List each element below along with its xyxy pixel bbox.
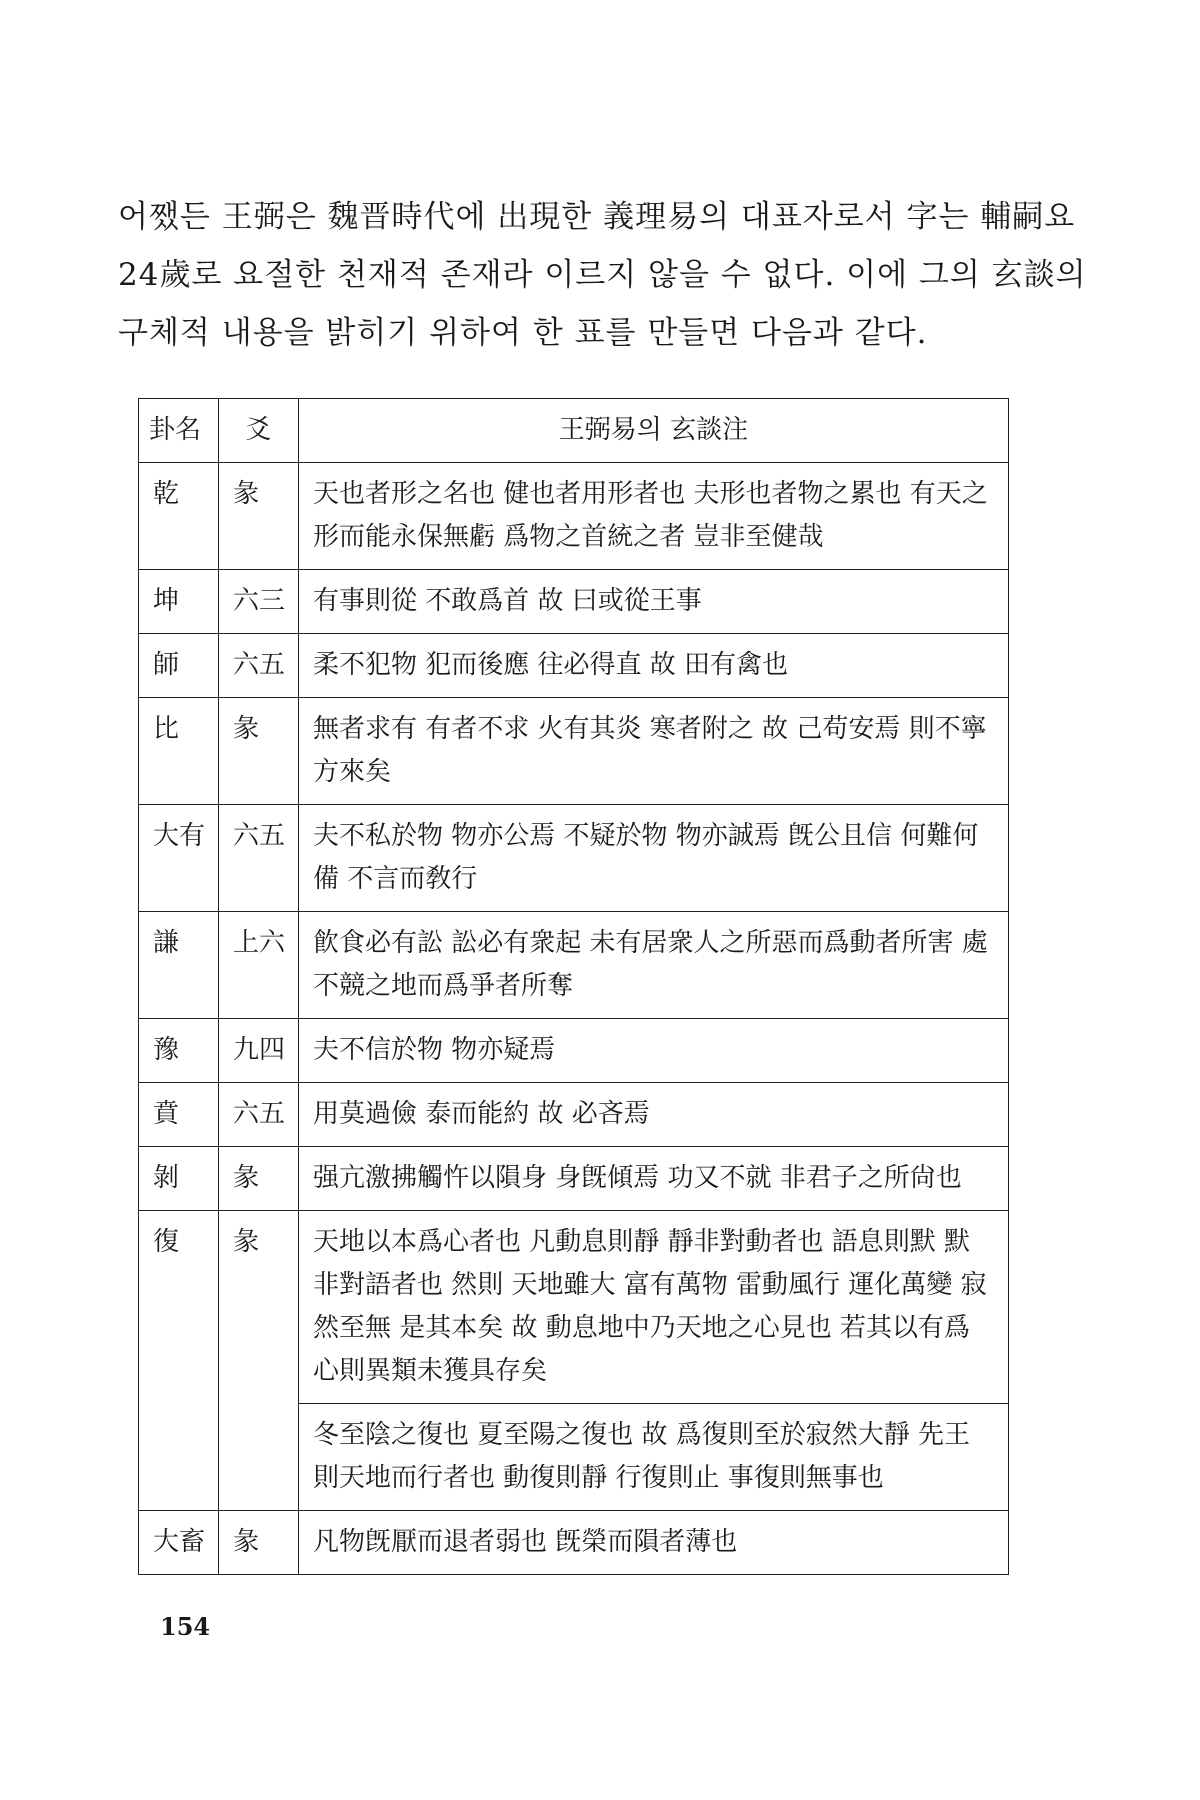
table-row: [139, 1147, 1009, 1211]
gua-name: 坤: [139, 570, 219, 634]
table-row: [139, 1511, 1009, 1575]
yao-name: 六五: [219, 1083, 299, 1147]
commentary: 柔不犯物 犯而後應 往必得直 故 田有禽也: [299, 634, 1009, 698]
header-gua: 卦名: [139, 399, 219, 463]
header-note: 王弼易의 玄談注: [299, 399, 1009, 463]
commentary: 無者求有 有者不求 火有其炎 寒者附之 故 己苟安焉 則不寧方來矣: [299, 698, 1009, 805]
intro-paragraph: [118, 188, 1087, 362]
gua-name: 剝: [139, 1147, 219, 1211]
table-row: [139, 463, 1009, 570]
table-row-fu: [139, 1211, 1009, 1404]
table-row: [139, 912, 1009, 1019]
yao-name: 六三: [219, 570, 299, 634]
yao-name: 彖: [219, 1511, 299, 1575]
yao-name: 彖: [219, 1211, 299, 1511]
table-row: [139, 634, 1009, 698]
yao-name: 上六: [219, 912, 299, 1019]
gua-name: 大有: [139, 805, 219, 912]
commentary: 有事則從 不敢爲首 故 曰或從王事: [299, 570, 1009, 634]
commentary: 用莫過儉 泰而能約 故 必吝焉: [299, 1083, 1009, 1147]
commentary: 夫不信於物 物亦疑焉: [299, 1019, 1009, 1083]
gua-name: 賁: [139, 1083, 219, 1147]
yao-name: 九四: [219, 1019, 299, 1083]
xuantan-table: [138, 398, 1009, 1575]
table-row: [139, 570, 1009, 634]
table-row: [139, 805, 1009, 912]
header-yao: 爻: [219, 399, 299, 463]
gua-name: 豫: [139, 1019, 219, 1083]
gua-name: 謙: [139, 912, 219, 1019]
page-number: 154: [160, 1612, 211, 1641]
intro-line-3: 구체적 내용을 밝히기 위하여 한 표를 만들면 다음과 같다.: [118, 315, 928, 351]
table-row: [139, 1083, 1009, 1147]
intro-line-2: 24歲로 요절한 천재적 존재라 이르지 않을 수 없다. 이에 그의 玄談의: [118, 257, 1087, 293]
yao-name: 六五: [219, 805, 299, 912]
yao-name: 彖: [219, 1147, 299, 1211]
gua-name: 大畜: [139, 1511, 219, 1575]
yao-name: 六五: [219, 634, 299, 698]
gua-name: 乾: [139, 463, 219, 570]
commentary: 飮食必有訟 訟必有衆起 未有居衆人之所惡而爲動者所害 處不競之地而爲爭者所奪: [299, 912, 1009, 1019]
commentary: 冬至陰之復也 夏至陽之復也 故 爲復則至於寂然大靜 先王則天地而行者也 動復則靜 行復則止 事復則無事也: [299, 1404, 1009, 1511]
table-row: [139, 1019, 1009, 1083]
gua-name: 比: [139, 698, 219, 805]
table-row: [139, 698, 1009, 805]
commentary: 夫不私於物 物亦公焉 不疑於物 物亦誠焉 旣公且信 何難何備 不言而敎行: [299, 805, 1009, 912]
gua-name: 師: [139, 634, 219, 698]
gua-name: 復: [139, 1211, 219, 1511]
yao-name: 彖: [219, 698, 299, 805]
yao-name: 彖: [219, 463, 299, 570]
commentary: 强亢激拂觸忤以隕身 身旣傾焉 功又不就 非君子之所尙也: [299, 1147, 1009, 1211]
table-header-row: [139, 399, 1009, 463]
commentary: 天也者形之名也 健也者用形者也 夫形也者物之累也 有天之形而能永保無虧 爲物之首統之者 豈非至健哉: [299, 463, 1009, 570]
commentary: 凡物旣厭而退者弱也 旣榮而隕者薄也: [299, 1511, 1009, 1575]
intro-line-1: 어쨌든 王弼은 魏晋時代에 出現한 義理易의 대표자로서 字는 輔嗣요: [118, 199, 1076, 235]
commentary: 天地以本爲心者也 凡動息則靜 靜非對動者也 語息則默 默非對語者也 然則 天地雖大 富有萬物 雷動風行 運化萬變 寂然至無 是其本矣 故 動息地中乃天地之心見也 若其以有爲心則異類未獲具存矣: [299, 1211, 1009, 1404]
